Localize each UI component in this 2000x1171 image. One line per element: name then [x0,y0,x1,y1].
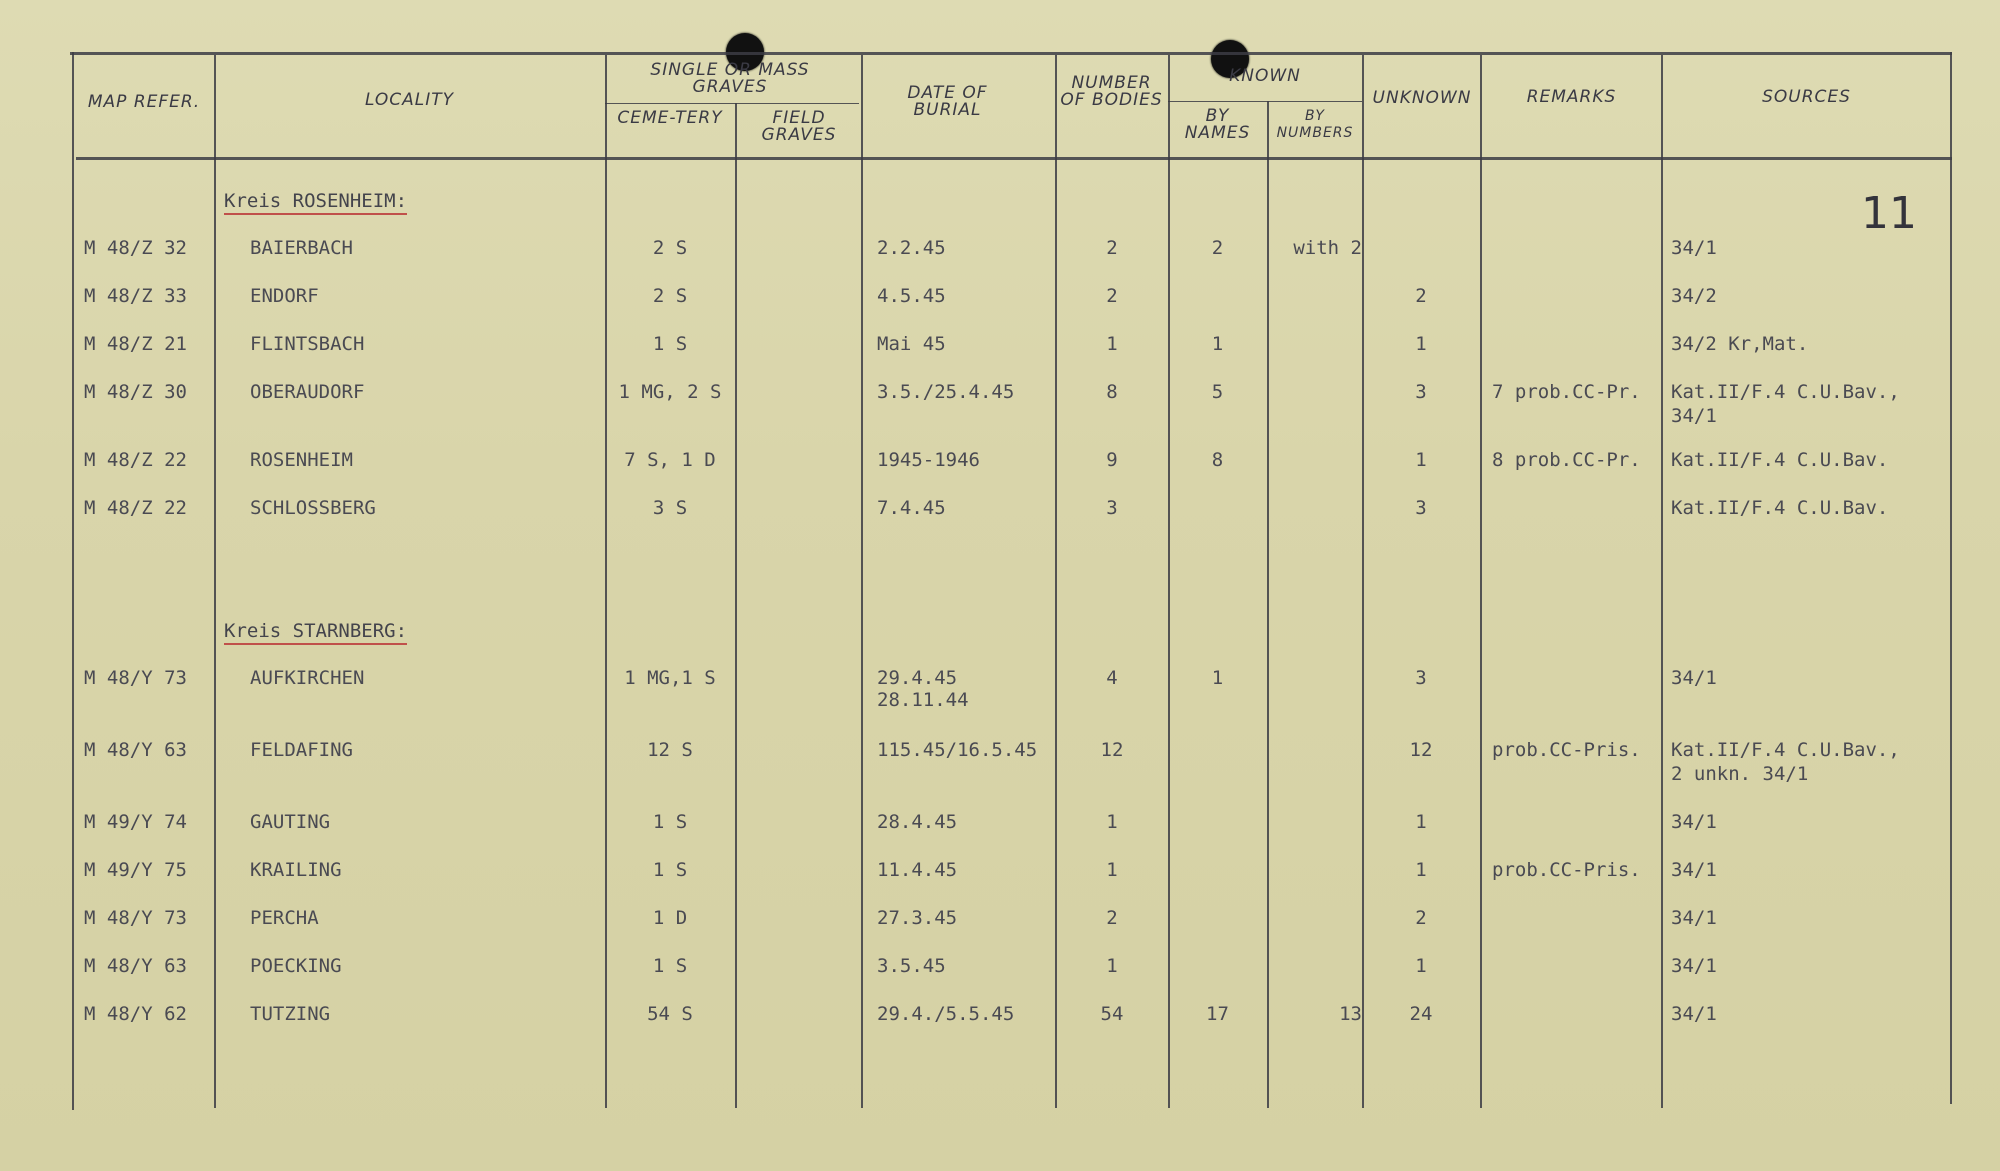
cell-sources: 34/1 [1671,237,1717,259]
cell-locality: ROSENHEIM [250,449,353,471]
cell-sources: 34/1 [1671,955,1717,977]
header-field-graves: FIELD GRAVES [761,108,837,145]
kreis-heading: Kreis STARNBERG: [224,620,407,645]
cell-unknown: 2 [1415,907,1427,929]
cell-cemetery: 1 S [652,333,688,355]
cell-sources: 34/1 [1671,859,1717,881]
col-border-left [72,52,74,1110]
cell-locality: TUTZING [250,1003,331,1025]
col-border-remarks [1661,55,1663,1108]
col-border-bodies [1168,55,1170,1108]
cell-bodies: 1 [1106,859,1118,881]
cell-sources: Kat.II/F.4 C.U.Bav. [1671,449,1889,471]
cell-date: 3.5.45 [877,955,946,977]
cell-map: M 48/Y 63 [84,955,187,977]
cell-names: 8 [1211,449,1224,471]
cell-bodies: 3 [1106,497,1118,519]
cell-bodies: 2 [1106,907,1118,929]
cell-numbers: 13 [1339,1003,1362,1025]
cell-date: 4.5.45 [877,285,946,307]
cell-map: M 48/Z 30 [84,381,187,403]
cell-locality: BAIERBACH [250,237,353,259]
header-single-or-mass: SINGLE OR MASS GRAVES [650,60,810,97]
cell-remarks: prob.CC-Pris. [1492,859,1641,881]
cell-date: 29.4.45 [877,667,958,689]
page-number: 11 [1861,188,1917,239]
col-border-names [1267,101,1269,1108]
header-unknown: UNKNOWN [1372,88,1472,108]
cell-date: Mai 45 [877,333,946,355]
header-known: KNOWN [1229,66,1301,86]
cell-unknown: 1 [1415,333,1427,355]
header-map-refer: MAP REFER. [87,92,201,112]
cell-date: 1945-1946 [877,449,980,471]
cell-map: M 48/Y 73 [84,667,187,689]
cell-unknown: 24 [1409,1003,1433,1025]
kreis-heading: Kreis ROSENHEIM: [224,190,407,215]
cell-sources: 34/1 [1671,667,1717,689]
cell-map: M 49/Y 75 [84,859,187,881]
cell-locality: POECKING [250,955,342,977]
cell-unknown: 12 [1409,739,1433,761]
header-number-of-bodies: NUMBER OF BODIES [1060,73,1163,110]
cell-locality: GAUTING [250,811,331,833]
cell-cemetery: 1 D [652,907,688,929]
col-border-cemetery [735,103,737,1108]
col-border-field [861,55,863,1108]
cell-cemetery: 2 S [652,285,688,307]
cell-map: M 48/Y 63 [84,739,187,761]
cell-bodies: 8 [1106,381,1118,403]
cell-unknown: 3 [1415,381,1427,403]
cell-bodies: 1 [1106,333,1118,355]
header-date-of-burial: DATE OF BURIAL [907,83,988,120]
cell-sources-second: 2 unkn. 34/1 [1671,763,1809,785]
cell-cemetery: 1 MG,1 S [624,667,716,689]
cell-sources: 34/1 [1671,907,1717,929]
cell-cemetery: 7 S, 1 D [624,449,716,471]
cell-cemetery: 1 S [652,955,688,977]
cell-cemetery: 54 S [647,1003,693,1025]
cell-unknown: 3 [1415,667,1427,689]
cell-map: M 48/Y 73 [84,907,187,929]
header-cemetery: CEME-TERY [617,108,723,128]
cell-unknown: 1 [1415,811,1427,833]
cell-locality: AUFKIRCHEN [250,667,365,689]
cell-names: 1 [1211,333,1224,355]
cell-map: M 48/Z 22 [84,497,187,519]
cell-bodies: 54 [1100,1003,1124,1025]
cell-date: 29.4./5.5.45 [877,1003,1015,1025]
cell-unknown: 1 [1415,859,1427,881]
cell-numbers: with 2 [1293,237,1362,259]
cell-remarks: 7 prob.CC-Pr. [1492,381,1641,403]
cell-locality: OBERAUDORF [250,381,365,403]
cell-sources: Kat.II/F.4 C.U.Bav. [1671,497,1889,519]
cell-sources: 34/1 [1671,811,1717,833]
header-locality: LOCALITY [364,90,455,110]
header-subdivider-graves [605,103,859,104]
header-by-names: BY NAMES [1184,106,1251,143]
cell-date: 7.4.45 [877,497,946,519]
cell-map: M 48/Y 62 [84,1003,187,1025]
cell-cemetery: 3 S [652,497,688,519]
cell-locality: ENDORF [250,285,319,307]
cell-cemetery: 12 S [647,739,693,761]
cell-cemetery: 1 MG, 2 S [618,381,722,403]
table-top-border [70,52,1952,55]
cell-bodies: 4 [1106,667,1118,689]
cell-map: M 48/Z 32 [84,237,187,259]
cell-unknown: 2 [1415,285,1427,307]
col-border-date [1055,55,1057,1108]
cell-map: M 48/Z 21 [84,333,187,355]
cell-bodies: 1 [1106,811,1118,833]
cell-bodies: 2 [1106,237,1118,259]
cell-locality: SCHLOSSBERG [250,497,376,519]
col-border-numbers [1362,55,1364,1108]
cell-map: M 48/Z 33 [84,285,187,307]
col-border-unknown [1480,55,1482,1108]
cell-unknown: 1 [1415,449,1427,471]
cell-date: 115.45/16.5.45 [877,739,1038,761]
col-border-right [1950,52,1952,1104]
cell-date: 11.4.45 [877,859,958,881]
cell-sources: 34/1 [1671,1003,1717,1025]
cell-names: 1 [1211,667,1224,689]
cell-cemetery: 1 S [652,859,688,881]
cell-sources: Kat.II/F.4 C.U.Bav., [1671,381,1900,403]
header-by-numbers: BY NUMBERS [1276,108,1354,141]
col-border-locality [605,55,607,1108]
cell-sources: 34/2 [1671,285,1717,307]
cell-locality: KRAILING [250,859,342,881]
cell-sources: Kat.II/F.4 C.U.Bav., [1671,739,1900,761]
cell-date: 27.3.45 [877,907,958,929]
cell-date: 2.2.45 [877,237,946,259]
cell-names: 5 [1211,381,1224,403]
table-header-border [76,157,1952,160]
cell-cemetery: 1 S [652,811,688,833]
header-subdivider-known [1168,101,1362,102]
cell-locality: FLINTSBACH [250,333,365,355]
col-border-map [214,55,216,1108]
cell-locality: FELDAFING [250,739,353,761]
cell-date: 28.4.45 [877,811,958,833]
cell-names: 2 [1211,237,1224,259]
cell-unknown: 3 [1415,497,1427,519]
header-remarks: REMARKS [1526,87,1617,107]
cell-remarks: 8 prob.CC-Pr. [1492,449,1641,471]
cell-map: M 48/Z 22 [84,449,187,471]
cell-sources-second: 34/1 [1671,405,1717,427]
cell-locality: PERCHA [250,907,319,929]
header-sources: SOURCES [1762,87,1851,107]
cell-sources: 34/2 Kr,Mat. [1671,333,1809,355]
cell-date-second: 28.11.44 [877,689,969,711]
cell-bodies: 2 [1106,285,1118,307]
cell-map: M 49/Y 74 [84,811,187,833]
cell-bodies: 12 [1100,739,1124,761]
cell-bodies: 9 [1106,449,1118,471]
cell-names: 17 [1206,1003,1229,1025]
cell-bodies: 1 [1106,955,1118,977]
cell-cemetery: 2 S [652,237,688,259]
cell-date: 3.5./25.4.45 [877,381,1015,403]
cell-unknown: 1 [1415,955,1427,977]
cell-remarks: prob.CC-Pris. [1492,739,1641,761]
